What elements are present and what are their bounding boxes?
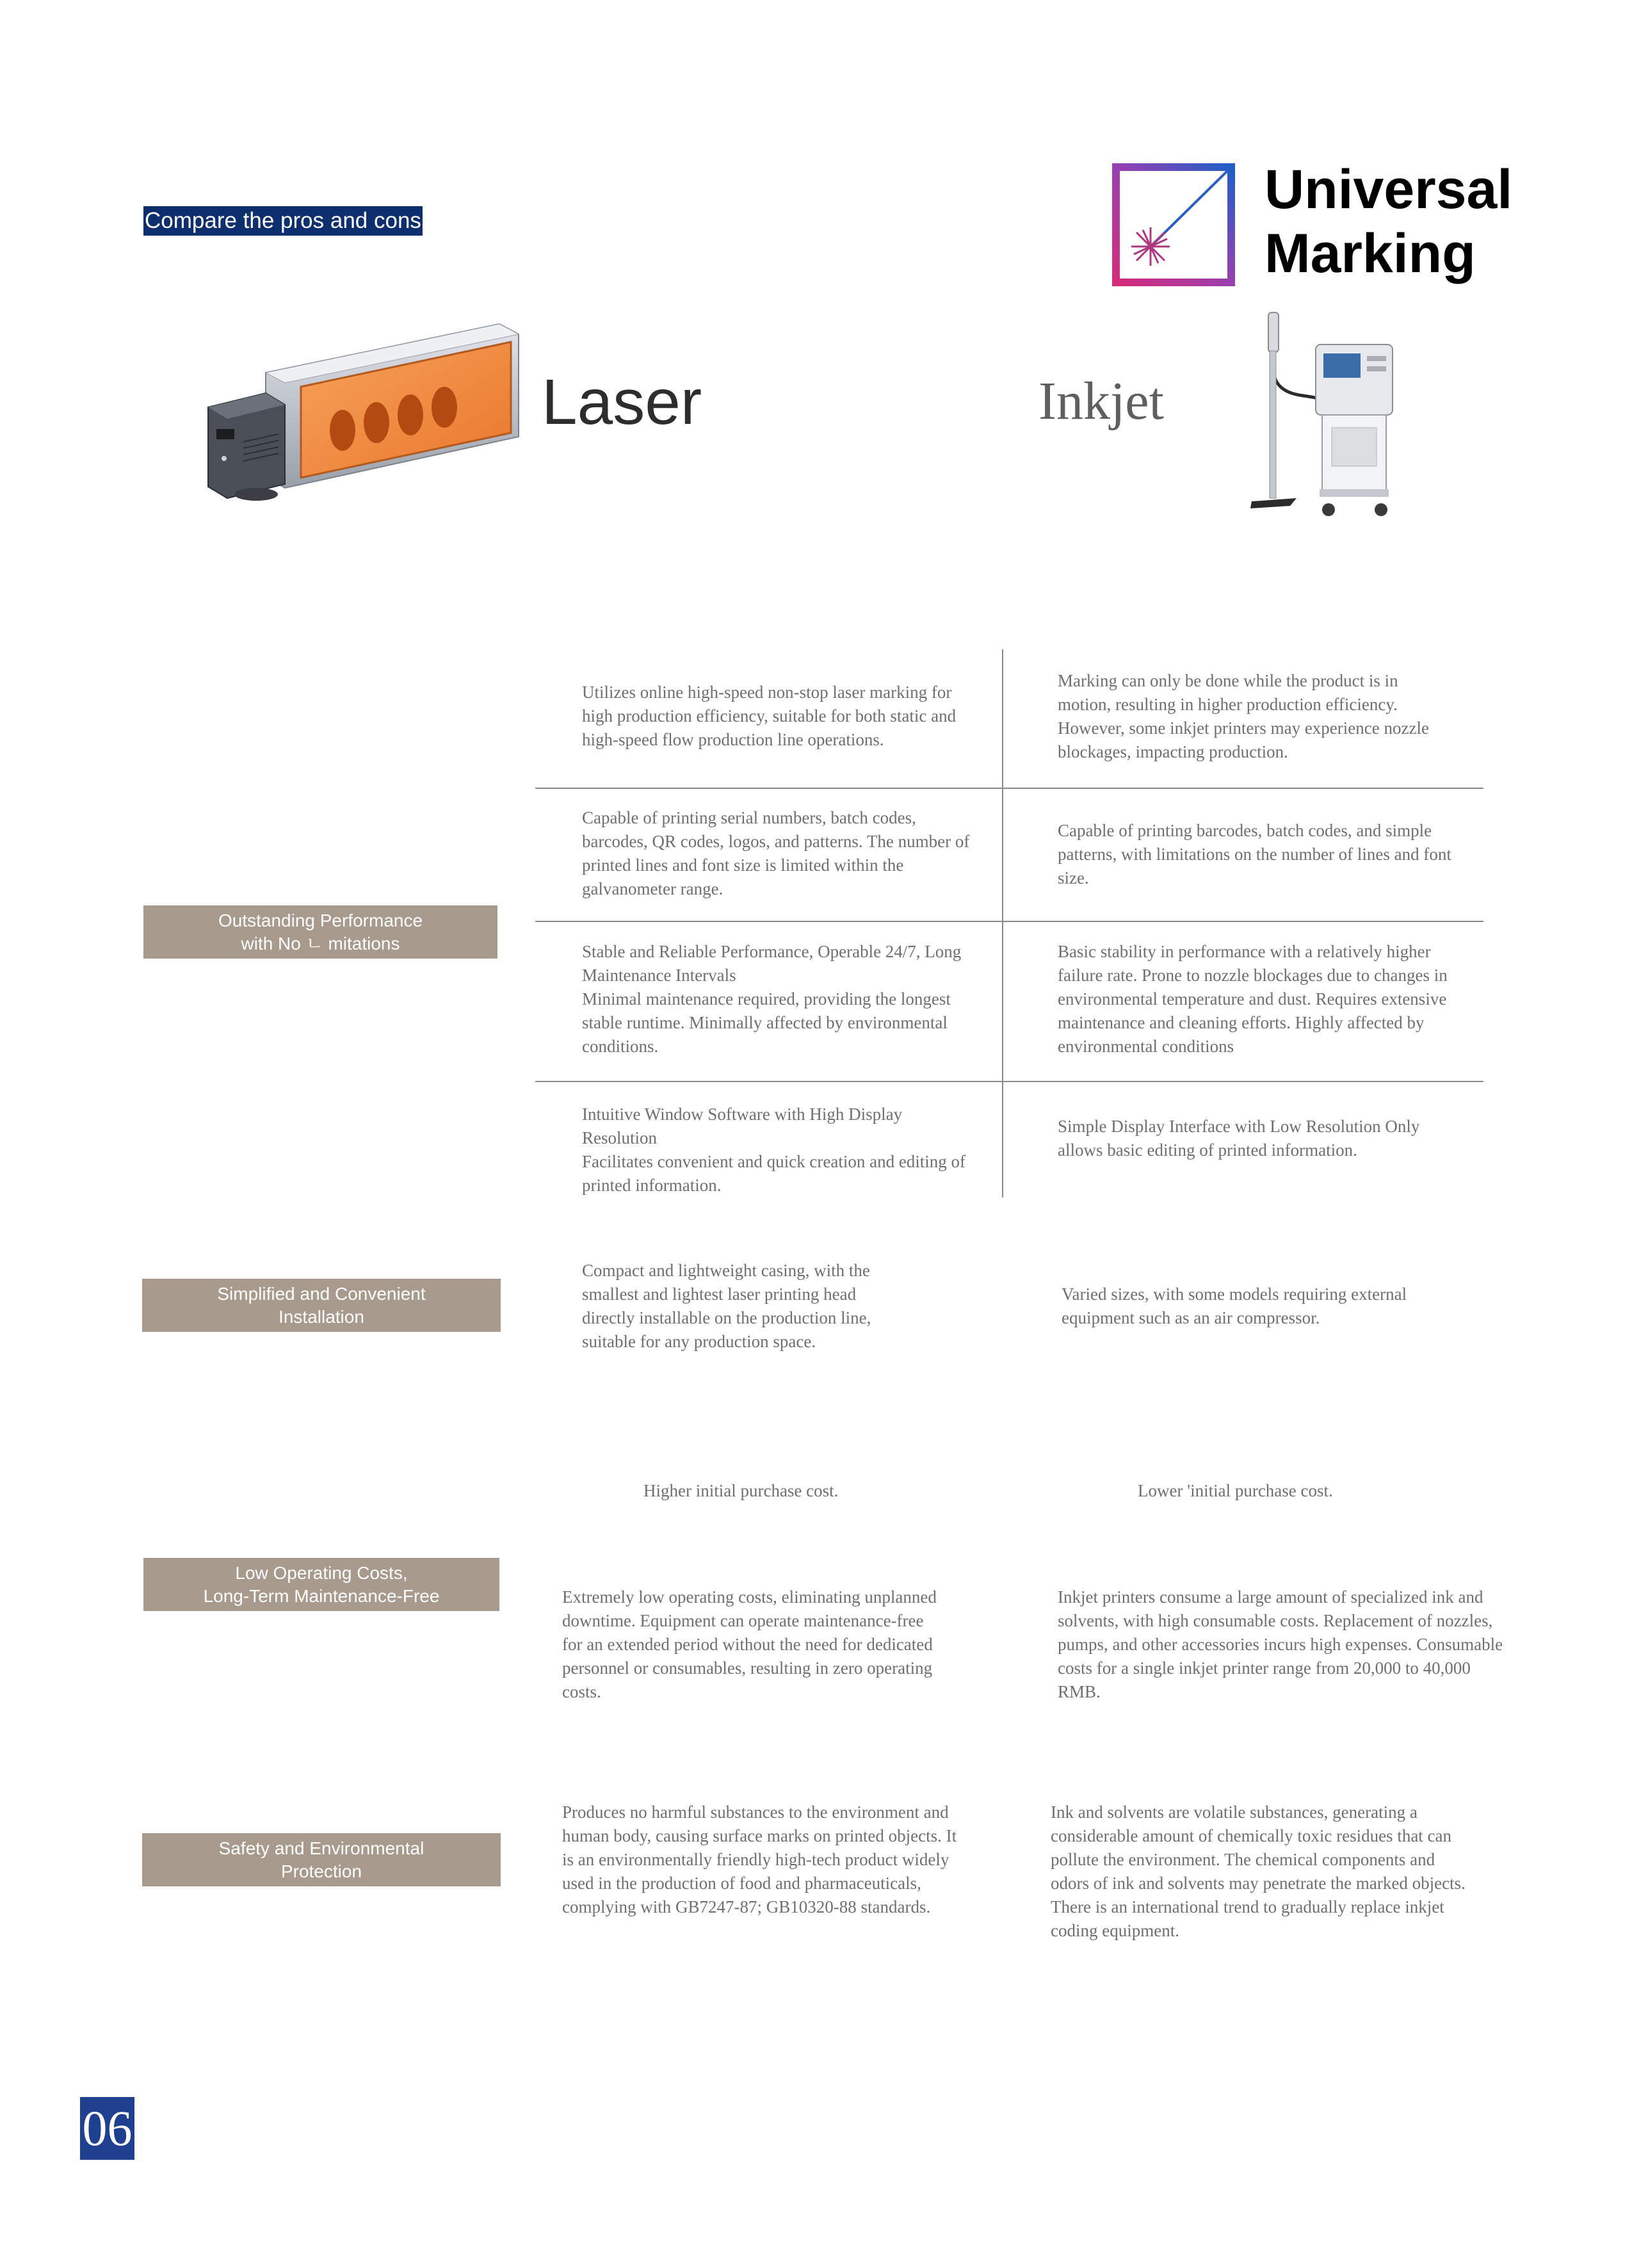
- text-line: suitable for any production space.: [582, 1332, 816, 1351]
- text-line: However, some inkjet printers may experience nozzle: [1058, 718, 1429, 738]
- text-line: costs for a single inkjet printer range from 20,000 to 40,000: [1058, 1658, 1471, 1678]
- inkjet-performance-cell: [1058, 1115, 1419, 1162]
- text-line: used in the production of food and pharmaceuticals,: [562, 1874, 921, 1893]
- category-label-line: with No ㄴ mitations: [241, 933, 400, 953]
- inkjet-performance-cell: [1058, 940, 1448, 1058]
- text-line: human body, causing surface marks on printed objects. It: [562, 1826, 957, 1845]
- text-line: pumps, and other accessories incurs high expenses. Consumable: [1058, 1635, 1503, 1654]
- text-line: directly installable on the production line,: [582, 1308, 871, 1327]
- laser-marker-image: [205, 316, 522, 503]
- text-line: Compact and lightweight casing, with the: [582, 1261, 870, 1280]
- laser-safety-text: [562, 1801, 957, 1919]
- text-line: printed information.: [582, 1176, 722, 1195]
- text-line: Capable of printing serial numbers, batch codes,: [582, 808, 916, 827]
- brand-line-2: Marking: [1264, 223, 1476, 284]
- laser-performance-cell: [582, 1103, 965, 1197]
- brand-name: [1264, 158, 1512, 286]
- section-tag: Compare the pros and cons: [143, 206, 423, 236]
- inkjet-title: Inkjet: [1038, 371, 1164, 431]
- text-line: stable runtime. Minimally affected by environmental: [582, 1013, 948, 1032]
- laser-installation-text: [582, 1259, 871, 1354]
- text-line: Varied sizes, with some models requiring external: [1062, 1284, 1407, 1304]
- laser-performance-cell: [582, 681, 956, 752]
- text-line: high production efficiency, suitable for both static and: [582, 706, 957, 725]
- text-line: Utilizes online high-speed non-stop laser marking for: [582, 683, 952, 702]
- category-safety: [142, 1833, 501, 1886]
- category-label-line: Safety and Environmental: [218, 1838, 424, 1858]
- text-line: blockages, impacting production.: [1058, 742, 1288, 761]
- inkjet-performance-cell: [1058, 819, 1451, 890]
- text-line: Extremely low operating costs, eliminating unplanned: [562, 1587, 937, 1607]
- text-line: barcodes, QR codes, logos, and patterns. The number of: [582, 832, 970, 851]
- inkjet-safety-text: [1051, 1801, 1466, 1943]
- universal-marking-logo: [1111, 162, 1236, 288]
- category-label-line: Protection: [280, 1861, 362, 1881]
- table-row-divider: [535, 1081, 1483, 1082]
- text-line: Resolution: [582, 1128, 658, 1147]
- text-line: RMB.: [1058, 1682, 1101, 1701]
- text-line: Produces no harmful substances to the environment and: [562, 1802, 949, 1822]
- text-line: Capable of printing barcodes, batch codes, and simple: [1058, 821, 1432, 840]
- brand-line-1: Universal: [1264, 159, 1513, 220]
- inkjet-operating-cost-text: [1058, 1585, 1503, 1704]
- text-line: costs.: [562, 1682, 601, 1701]
- laser-title: Laser: [542, 366, 702, 438]
- text-line: coding equipment.: [1051, 1921, 1179, 1940]
- text-line: printed lines and font size is limited within the: [582, 855, 904, 875]
- text-line: equipment such as an air compressor.: [1062, 1308, 1320, 1327]
- laser-initial-cost: Higher initial purchase cost.: [643, 1481, 839, 1500]
- text-line: Maintenance Intervals: [582, 966, 736, 985]
- category-label-line: Long-Term Maintenance-Free: [203, 1585, 440, 1606]
- text-line: size.: [1058, 868, 1089, 887]
- text-line: There is an international trend to gradually replace inkjet: [1051, 1897, 1444, 1916]
- text-line: failure rate. Prone to nozzle blockages due to changes in: [1058, 966, 1448, 985]
- text-line: Inkjet printers consume a large amount of specialized ink and: [1058, 1587, 1483, 1607]
- laser-performance-cell: [582, 940, 961, 1058]
- text-line: Ink and solvents are volatile substances, generating a: [1051, 1802, 1418, 1822]
- text-line: is an environmentally friendly high-tech product widely: [562, 1850, 949, 1869]
- text-line: maintenance and cleaning efforts. Highly affected by: [1058, 1013, 1425, 1032]
- category-label-line: Outstanding Performance: [218, 910, 423, 930]
- text-line: environmental temperature and dust. Requires extensive: [1058, 989, 1447, 1008]
- text-line: for an extended period without the need for dedicated: [562, 1635, 933, 1654]
- text-line: smallest and lightest laser printing head: [582, 1284, 857, 1304]
- text-line: solvents, with high consumable costs. Replacement of nozzles,: [1058, 1611, 1493, 1630]
- text-line: conditions.: [582, 1037, 659, 1056]
- text-line: Simple Display Interface with Low Resolution Only: [1058, 1117, 1420, 1136]
- table-row-divider: [535, 921, 1483, 922]
- text-line: allows basic editing of printed information.: [1058, 1140, 1357, 1160]
- text-line: Stable and Reliable Performance, Operable 24/7, Long: [582, 942, 962, 961]
- category-performance: [143, 905, 497, 959]
- inkjet-initial-cost: Lower 'initial purchase cost.: [1138, 1481, 1333, 1500]
- inkjet-installation-text: [1062, 1283, 1407, 1330]
- text-line: environmental conditions: [1058, 1037, 1234, 1056]
- text-line: patterns, with limitations on the number of lines and font: [1058, 845, 1451, 864]
- text-line: odors of ink and solvents may penetrate the marked objects.: [1051, 1874, 1466, 1893]
- laser-operating-cost-text: [562, 1585, 937, 1704]
- laser-performance-cell: [582, 806, 969, 901]
- category-label-line: Low Operating Costs,: [235, 1562, 408, 1583]
- text-line: Basic stability in performance with a relatively higher: [1058, 942, 1431, 961]
- text-line: considerable amount of chemically toxic residues that can: [1051, 1826, 1452, 1845]
- category-label-line: Installation: [279, 1306, 364, 1327]
- text-line: galvanometer range.: [582, 879, 723, 898]
- table-row-divider: [535, 788, 1483, 789]
- text-line: high-speed flow production line operations.: [582, 730, 884, 749]
- category-installation: [142, 1279, 501, 1332]
- category-label-line: Simplified and Convenient: [217, 1283, 426, 1304]
- page-number: 06: [80, 2097, 134, 2160]
- text-line: pollute the environment. The chemical components and: [1051, 1850, 1435, 1869]
- text-line: complying with GB7247-87; GB10320-88 standards.: [562, 1897, 931, 1916]
- text-line: personnel or consumables, resulting in zero operating: [562, 1658, 933, 1678]
- text-line: Marking can only be done while the product is in: [1058, 671, 1398, 690]
- inkjet-performance-cell: [1058, 669, 1429, 764]
- text-line: motion, resulting in higher production efficiency.: [1058, 695, 1398, 714]
- text-line: Facilitates convenient and quick creation and editing of: [582, 1152, 966, 1171]
- text-line: downtime. Equipment can operate maintenance-free: [562, 1611, 924, 1630]
- inkjet-printer-image: [1245, 306, 1412, 527]
- table-divider-vertical: [1002, 649, 1003, 1197]
- text-line: Intuitive Window Software with High Display: [582, 1105, 903, 1124]
- text-line: Minimal maintenance required, providing the longest: [582, 989, 951, 1008]
- category-costs: [143, 1558, 499, 1611]
